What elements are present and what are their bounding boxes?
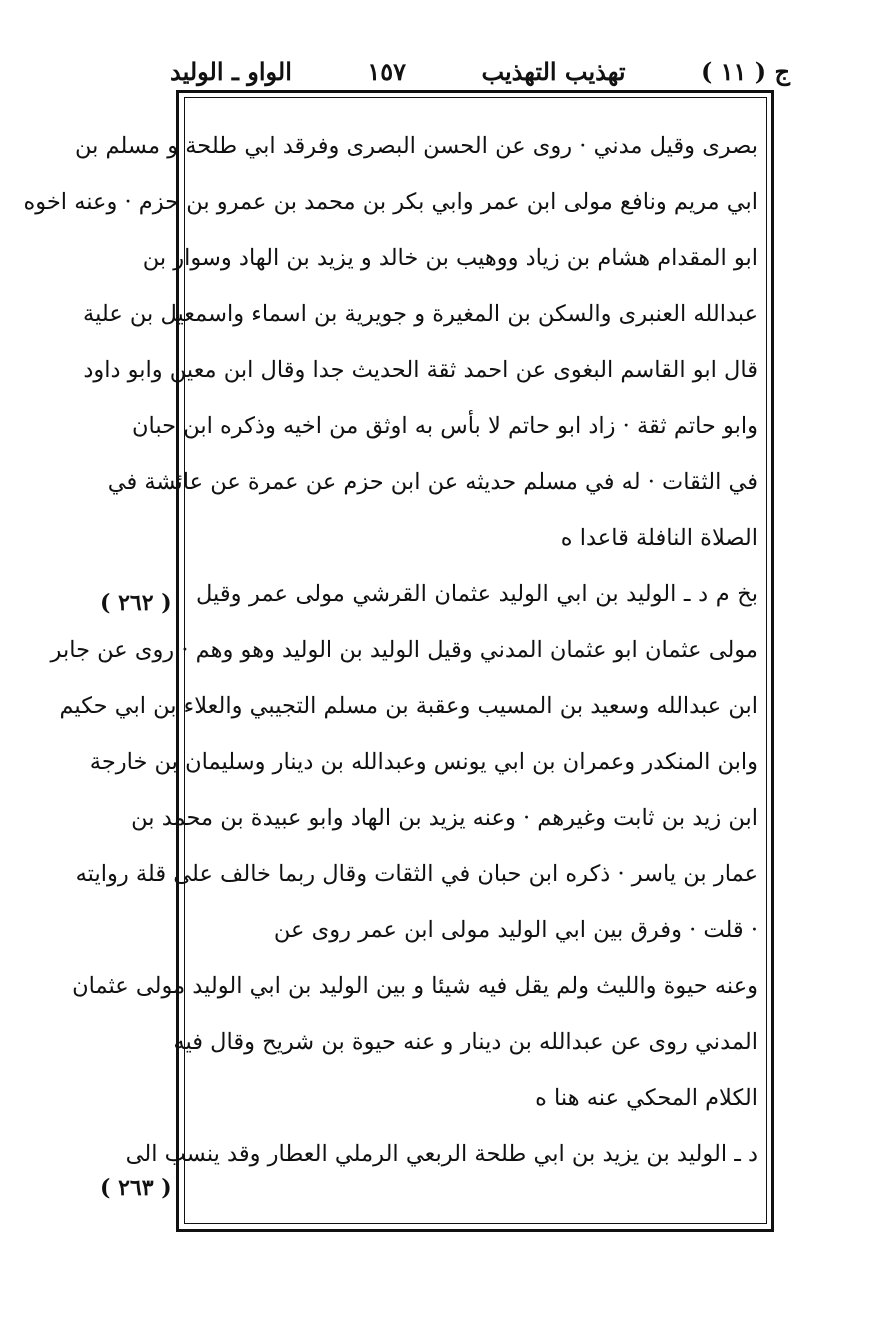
text-line: وعنه حيوة والليث ولم يقل فيه شيئا و بين الوليد بن ابي الوليد مولى عثمان: [72, 973, 758, 999]
text-line: عبدالله العنبرى والسكن بن المغيرة و جويرية بن اسماء واسمعيل بن علية: [83, 301, 758, 327]
book-title: تهذيب التهذيب: [481, 56, 626, 86]
page-header: [170, 50, 790, 92]
text-line: الكلام المحكي عنه هنا ه: [535, 1085, 758, 1111]
text-line: ابن زيد بن ثابت وغيرهم · وعنه يزيد بن الهاد وابو عبيدة بن محمد بن: [131, 805, 758, 831]
text-line: ابو المقدام هشام بن زياد ووهيب بن خالد و يزيد بن الهاد وسوار بن: [142, 245, 758, 271]
entry-heading-262: بخ م د ـ الوليد بن ابي الوليد عثمان القرشي مولى عمر وقيل: [196, 581, 758, 607]
entry-number-262: ( ٢٦٢ ): [100, 590, 172, 616]
text-line: في الثقات · له في مسلم حديثه عن ابن حزم عن عمرة عن عائشة في: [107, 469, 758, 495]
text-line: ابي مريم ونافع مولى ابن عمر وابي بكر بن محمد بن عمرو بن حزم · وعنه اخوه: [23, 189, 758, 215]
chapter-title: الواو ـ الوليد: [170, 56, 292, 86]
text-line: المدني روى عن عبدالله بن دينار و عنه حيوة بن شريح وقال فيه: [173, 1029, 758, 1055]
text-line: قال ابو القاسم البغوى عن احمد ثقة الحديث جدا وقال ابن معين وابو داود: [83, 357, 758, 383]
text-line: الصلاة النافلة قاعدا ه: [560, 525, 758, 551]
page-number: ١٥٧: [367, 56, 407, 86]
text-line: ابن عبدالله وسعيد بن المسيب وعقبة بن مسلم التجيبي والعلاء بن ابي حكيم: [59, 693, 758, 719]
text-line: عمار بن ياسر · ذكره ابن حبان في الثقات وقال ربما خالف على قلة روايته: [75, 861, 758, 887]
text-line: مولى عثمان ابو عثمان المدني وقيل الوليد بن الوليد وهو وهم · روى عن جابر: [50, 637, 758, 663]
volume-number: ج ( ١١ ): [700, 56, 790, 86]
text-line: وابن المنكدر وعمران بن ابي يونس وعبدالله بن دينار وسليمان بن خارجة: [89, 749, 758, 775]
entry-heading-263: د ـ الوليد بن يزيد بن ابي طلحة الربعي الرملي العطار وقد ينسب الى: [125, 1141, 758, 1167]
text-line: وابو حاتم ثقة · زاد ابو حاتم لا بأس به اوثق من اخيه وذكره ابن حبان: [131, 413, 758, 439]
entry-number-263: ( ٢٦٣ ): [100, 1175, 172, 1201]
text-line: بصرى وقيل مدني · روى عن الحسن البصرى وفرقد ابي طلحة و مسلم بن: [74, 133, 758, 159]
text-line: · قلت · وفرق بين ابي الوليد مولى ابن عمر روى عن: [273, 917, 758, 943]
